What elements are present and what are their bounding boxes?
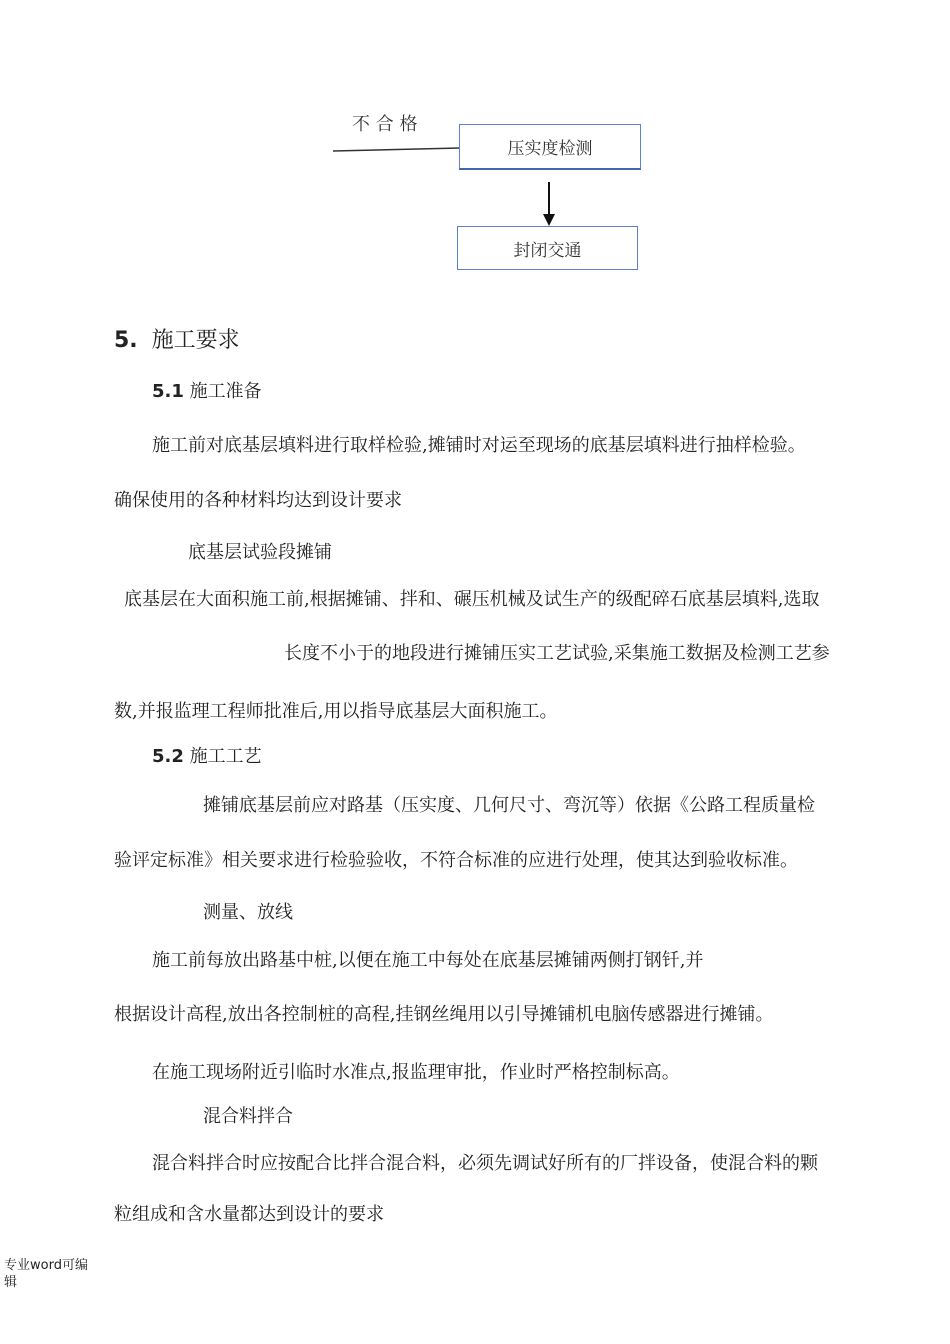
paragraph-4-line-2: 根据设计高程,放出各控制桩的高程,挂钢丝绳用以引导摊铺机电脑传感器进行摊铺。 [114, 1004, 774, 1025]
paragraph-3-line-1: 摊铺底基层前应对路基（压实度、几何尺寸、弯沉等）依据《公路工程质量检 [203, 795, 815, 816]
section-5-1-number: 5.1 [152, 381, 184, 402]
paragraph-2-line-1: 底基层在大面积施工前,根据摊铺、拌和、碾压机械及试生产的级配碎石底基层填料,选取 [124, 589, 820, 610]
mix-heading: 混合料拌合 [203, 1106, 293, 1127]
paragraph-2-line-3: 数,并报监理工程师批准后,用以指导底基层大面积施工。 [114, 701, 558, 722]
survey-heading: 测量、放线 [203, 902, 293, 923]
paragraph-6-line-2: 粒组成和含水量都达到设计的要求 [114, 1204, 384, 1225]
section-5-1-heading [152, 381, 262, 403]
section-5-2-title: 施工工艺 [189, 746, 262, 767]
paragraph-5-line-1: 在施工现场附近引临时水准点,报监理审批，作业时严格控制标高。 [152, 1062, 680, 1083]
paragraph-2-line-2: 长度不小于的地段进行摊铺压实工艺试验,采集施工数据及检测工艺参 [284, 643, 830, 664]
section-5-number: 5. [114, 328, 138, 353]
close-traffic-box [457, 226, 638, 270]
reject-line [333, 148, 460, 151]
paragraph-1-line-2: 确保使用的各种材料均达到设计要求 [114, 490, 402, 511]
flow-arrow-head [543, 214, 555, 226]
section-5-1-title: 施工准备 [189, 381, 262, 402]
paragraph-4-line-1: 施工前每放出路基中桩,以便在施工中每处在底基层摊铺两侧打钢钎,并 [152, 950, 704, 971]
footer-line-2: 辑 [4, 1275, 18, 1290]
reject-label: 不 合 格 [352, 114, 418, 135]
paragraph-1-line-1: 施工前对底基层填料进行取样检验,摊铺时对运至现场的底基层填料进行抽样检验。 [152, 435, 806, 456]
paragraph-6-line-1: 混合料拌合时应按配合比拌合混合料，必须先调试好所有的厂拌设备，使混合料的颗 [152, 1153, 818, 1174]
section-5-2-heading [152, 746, 262, 768]
section-5-heading [114, 328, 240, 354]
close-traffic-label: 封闭交通 [513, 240, 582, 261]
footer-line-1: 专业word可编 [4, 1258, 88, 1273]
compaction-test-label: 压实度检测 [507, 139, 593, 159]
footer-note [4, 1257, 88, 1291]
paragraph-3-line-2: 验评定标准》相关要求进行检验验收，不符合标准的应进行处理，使其达到验收标准。 [114, 850, 798, 871]
section-5-2-number: 5.2 [152, 746, 184, 767]
compaction-test-box [459, 124, 641, 170]
section-5-title: 施工要求 [151, 328, 240, 353]
trial-section-heading: 底基层试验段摊铺 [188, 542, 332, 563]
